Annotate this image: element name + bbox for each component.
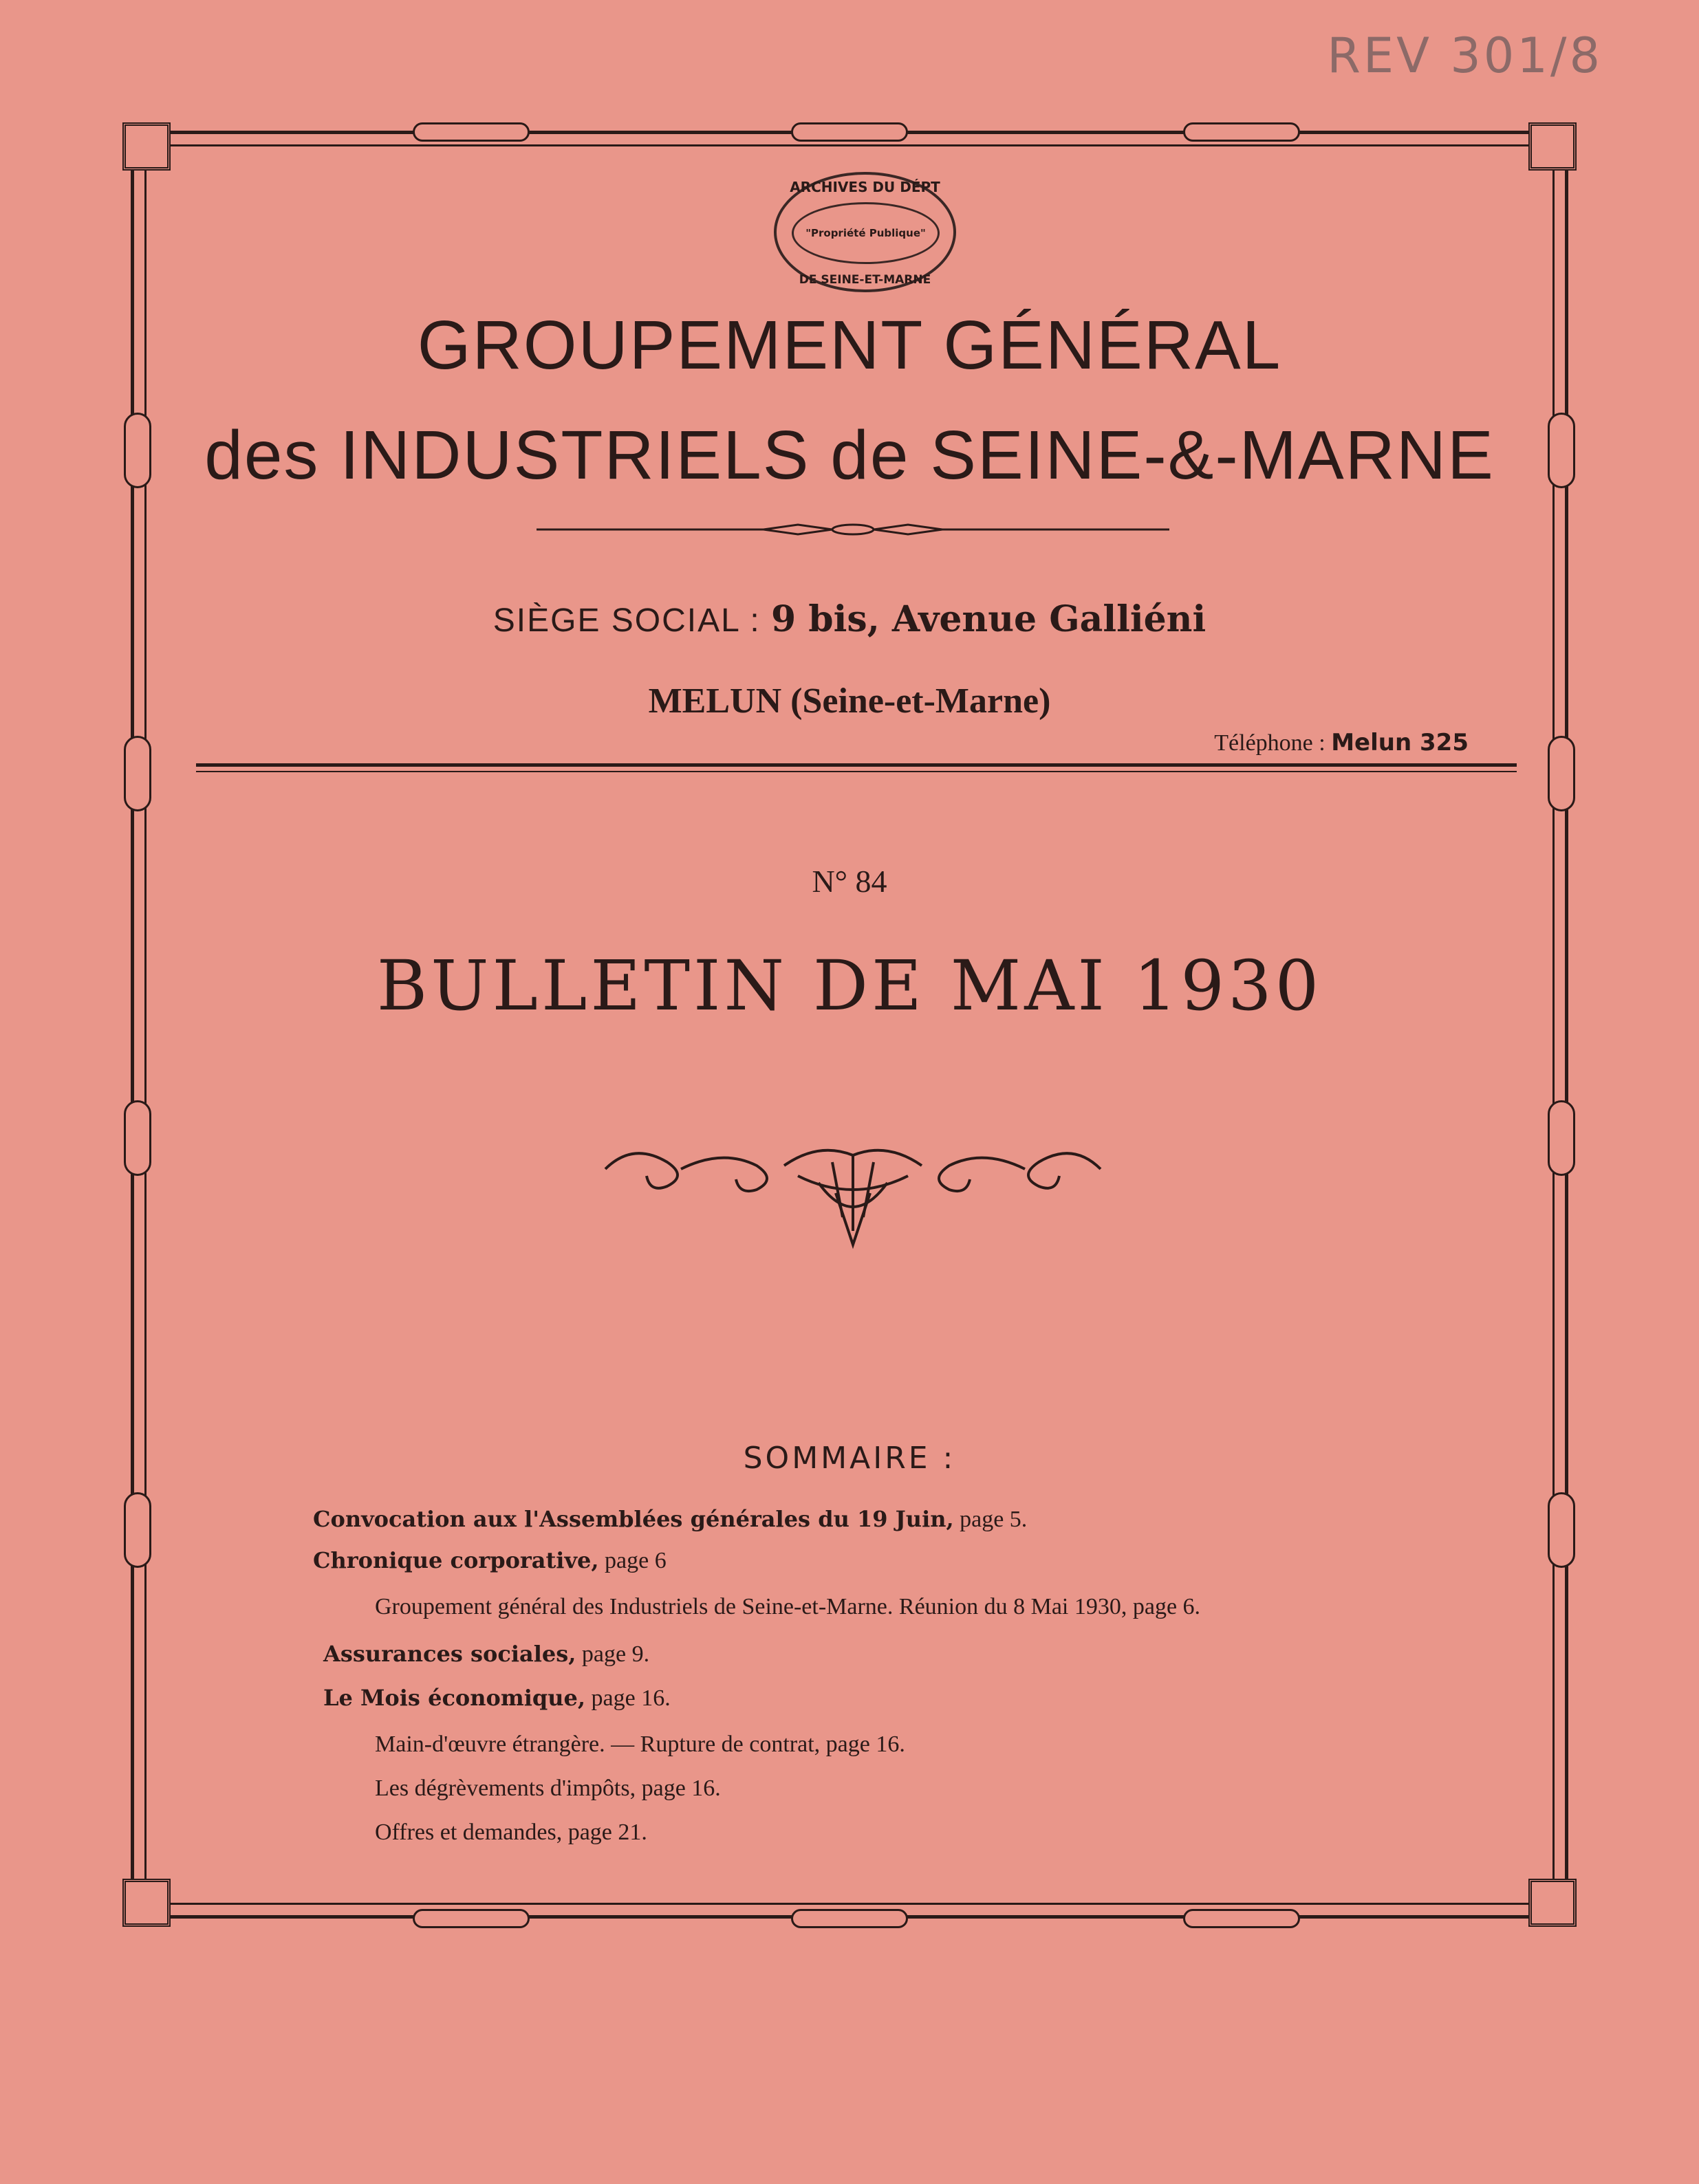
toc-entry-title: Le Mois économique, xyxy=(323,1685,586,1711)
toc-entry xyxy=(313,1506,1027,1533)
toc-subentry xyxy=(375,1594,1200,1620)
archive-stamp xyxy=(774,172,956,292)
frame-side-ornament xyxy=(1548,1492,1575,1568)
toc-entry xyxy=(323,1641,649,1668)
street-address: 9 bis, Avenue Galliéni xyxy=(771,598,1206,640)
frame-side-ornament xyxy=(124,1492,151,1568)
toc-subentry xyxy=(375,1776,721,1802)
fleuron-ornament xyxy=(592,1128,1114,1252)
telephone-number: Melun 325 xyxy=(1331,729,1469,756)
telephone-label: Téléphone : xyxy=(1214,730,1325,756)
toc-subentry xyxy=(375,1820,647,1846)
toc-entry-page: page 9. xyxy=(576,1641,650,1667)
stamp-text-middle: "Propriété Publique" xyxy=(805,227,926,239)
stamp-text-bottom: DE SEINE-ET-MARNE xyxy=(799,273,931,287)
toc-entry-page: page 16. xyxy=(585,1685,671,1711)
frame-side-ornament xyxy=(124,736,151,811)
city-line: MELUN (Seine-et-Marne) xyxy=(648,681,1051,721)
frame-top-ornament xyxy=(413,122,530,142)
toc-entry xyxy=(313,1547,667,1574)
frame-top-ornament xyxy=(791,122,908,142)
frame-bottom-ornament xyxy=(791,1909,908,1928)
decorative-rule xyxy=(537,523,1169,536)
frame-corner-ornament xyxy=(1528,122,1577,171)
frame-top-ornament xyxy=(1183,122,1300,142)
issue-number: N° 84 xyxy=(812,864,887,899)
organization-subtitle: des INDUSTRIELS de SEINE-&-MARNE xyxy=(204,417,1495,494)
toc-subentry xyxy=(375,1732,905,1758)
telephone xyxy=(1214,729,1469,756)
toc-entry-title: Assurances sociales, xyxy=(323,1641,576,1667)
frame-side-ornament xyxy=(1548,736,1575,811)
toc-entry-page: page 5. xyxy=(953,1507,1028,1532)
toc-entry xyxy=(323,1685,671,1712)
toc-entry-page: page 6 xyxy=(598,1548,667,1573)
stamp-text-top: ARCHIVES DU DÉPT xyxy=(790,179,940,195)
summary-heading: SOMMAIRE : xyxy=(743,1441,956,1476)
toc-entry-text: Offres et demandes, page 21. xyxy=(375,1820,647,1845)
archive-annotation: REV 301/8 xyxy=(1327,28,1603,84)
toc-entry-title: Convocation aux l'Assemblées générales du 19 Juin, xyxy=(313,1506,954,1532)
toc-entry-text: Les dégrèvements d'impôts, page 16. xyxy=(375,1776,721,1801)
frame-corner-ornament xyxy=(1528,1879,1577,1927)
organization-title: GROUPEMENT GÉNÉRAL xyxy=(417,307,1282,384)
frame-bottom-ornament xyxy=(1183,1909,1300,1928)
frame-side-ornament xyxy=(1548,1100,1575,1176)
stamp-inner-ring xyxy=(792,202,940,264)
frame-side-ornament xyxy=(124,1100,151,1176)
head-office-label: SIÈGE SOCIAL : xyxy=(493,602,761,639)
head-office-address xyxy=(0,598,1699,640)
frame-corner-ornament xyxy=(122,122,171,171)
toc-entry-text: Main-d'œuvre étrangère. — Rupture de contrat, page 16. xyxy=(375,1732,905,1757)
frame-bottom-ornament xyxy=(413,1909,530,1928)
frame-corner-ornament xyxy=(122,1879,171,1927)
toc-entry-title: Chronique corporative, xyxy=(313,1547,599,1573)
bulletin-title: BULLETIN DE MAI 1930 xyxy=(376,946,1323,1026)
header-separator xyxy=(196,763,1517,772)
toc-entry-text: Groupement général des Industriels de Seine-et-Marne. Réunion du 8 Mai 1930, page 6. xyxy=(375,1594,1201,1619)
